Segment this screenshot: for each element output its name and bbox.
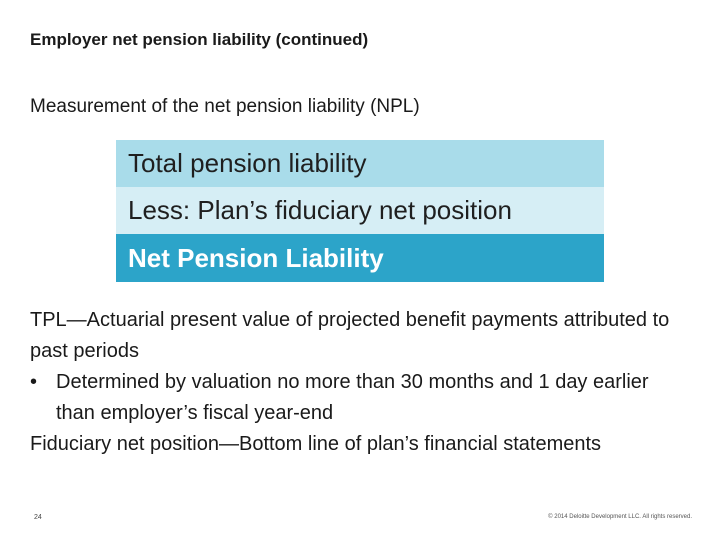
slide-subtitle: Measurement of the net pension liability (NPL)	[30, 96, 420, 117]
npl-formula-table	[116, 140, 604, 282]
tpl-definition: TPL—Actuarial present value of projected benefit payments attributed to past periods	[30, 309, 670, 362]
bullet-text: Determined by valuation no more than 30 months and 1 day earlier than employer’s fiscal year-end	[56, 371, 649, 424]
npl-row-net-pension-liability: Net Pension Liability	[116, 234, 604, 282]
bullet-symbol: •	[30, 371, 38, 393]
copyright-text: © 2014 Deloitte Development LLC. All rights reserved.	[548, 514, 692, 520]
npl-row-fiduciary-net-position: Less: Plan’s fiduciary net position	[116, 187, 604, 234]
page-number: 24	[34, 514, 42, 521]
body-text	[30, 305, 690, 460]
bullet-item	[30, 367, 690, 429]
slide-title: Employer net pension liability (continued)	[30, 30, 369, 49]
npl-row-total-pension-liability: Total pension liability	[116, 140, 604, 187]
fnp-definition: Fiduciary net position—Bottom line of plan’s financial statements	[30, 433, 602, 455]
